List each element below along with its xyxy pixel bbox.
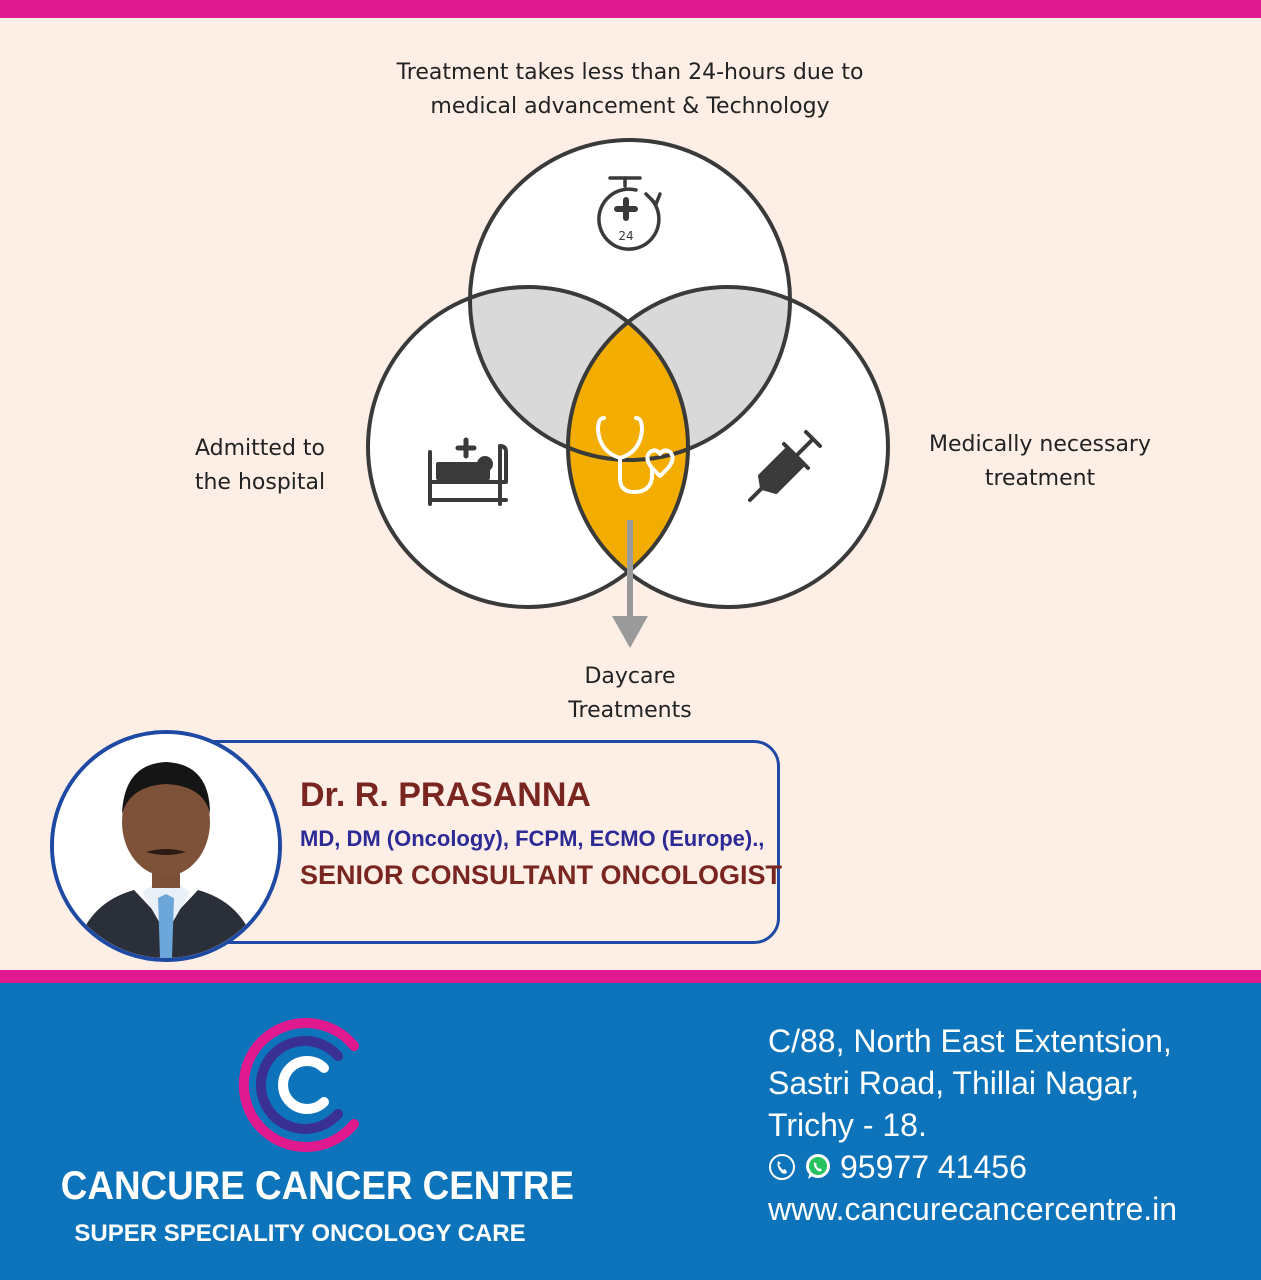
address-line: Trichy - 18. [768,1107,927,1143]
doctor-name: Dr. R. PRASANNA [300,776,591,814]
label-line: Medically necessary [929,432,1151,457]
label-daycare-treatments [520,660,740,728]
doctor-qualifications: MD, DM (Oncology), FCPM, ECMO (Europe)., [300,826,765,851]
phone-row[interactable] [768,1146,1177,1188]
label-medically-necessary [900,428,1180,496]
label-line: Treatments [568,698,692,723]
address-line: C/88, North East Extentsion, [768,1023,1172,1059]
label-treatment-duration [330,56,930,124]
phone-icon [768,1153,796,1181]
cancure-logo-icon [228,1010,378,1164]
whatsapp-icon [804,1153,832,1181]
phone-number[interactable]: 95977 41456 [840,1149,1027,1185]
doctor-photo [50,730,282,962]
doctor-title: SENIOR CONSULTANT ONCOLOGIST [300,860,782,890]
svg-text:24: 24 [618,229,634,243]
label-line: Daycare [584,664,676,689]
address-line: Sastri Road, Thillai Nagar, [768,1065,1140,1101]
label-line: treatment [984,466,1096,491]
label-line: medical advancement & Technology [430,94,830,119]
label-line: Admitted to [194,436,325,461]
contact-block [768,1020,1177,1230]
label-line: Treatment takes less than 24-hours due to [396,60,864,85]
top-accent-bar [0,0,1261,18]
label-line: the hospital [194,470,326,495]
website-link[interactable]: www.cancurecancercentre.in [768,1191,1178,1227]
brand-tagline: SUPER SPECIALITY ONCOLOGY CARE [74,1220,526,1247]
mid-accent-bar [0,970,1261,983]
label-admitted [160,432,360,500]
brand-name: CANCURE CANCER CENTRE [60,1164,574,1208]
